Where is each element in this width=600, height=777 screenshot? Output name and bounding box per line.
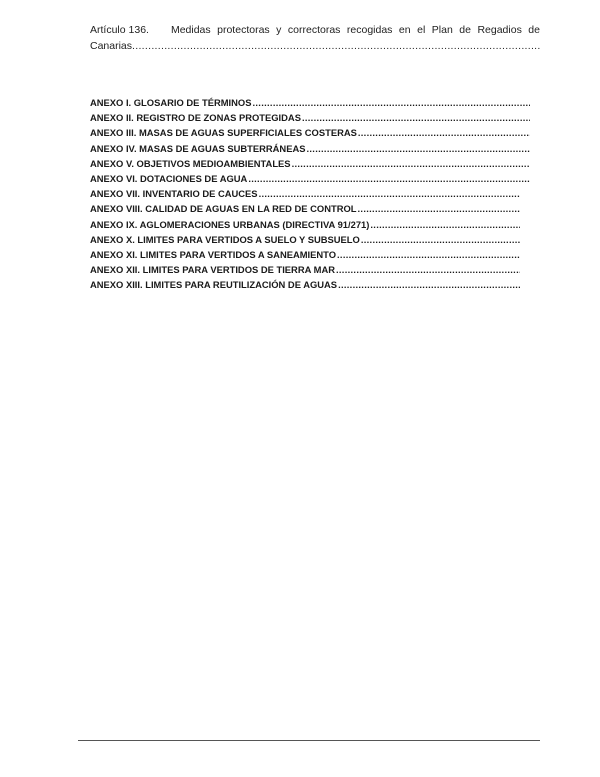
dot-leader xyxy=(132,38,540,54)
dot-leader xyxy=(357,201,520,216)
dot-leader xyxy=(369,217,520,232)
dot-leader xyxy=(336,247,520,262)
toc-entry-label: ANEXO II. REGISTRO DE ZONAS PROTEGIDAS xyxy=(90,112,301,124)
article-line-continuation xyxy=(90,38,540,54)
toc-entry[interactable] xyxy=(90,217,520,232)
toc-entry[interactable] xyxy=(90,232,520,247)
toc-entry-label: ANEXO IX. AGLOMERACIONES URBANAS (DIRECTIVA 91/271) xyxy=(90,218,370,230)
dot-leader xyxy=(291,156,530,171)
toc-entry-label: ANEXO XIII. LIMITES PARA REUTILIZACIÓN DE AGUAS xyxy=(90,279,338,291)
toc-entry-label: ANEXO V. OBJETIVOS MEDIOAMBIENTALES xyxy=(90,157,291,169)
toc-entry[interactable] xyxy=(90,110,530,125)
dot-leader xyxy=(357,125,530,140)
toc-entry[interactable] xyxy=(90,141,530,156)
toc-entry-label: ANEXO X. LIMITES PARA VERTIDOS A SUELO Y SUBSUELO xyxy=(90,233,360,245)
toc-entry[interactable] xyxy=(90,247,520,262)
toc-entry-label: ANEXO IV. MASAS DE AGUAS SUBTERRÁNEAS xyxy=(90,142,306,154)
dot-leader xyxy=(247,171,530,186)
article-line xyxy=(90,22,540,38)
dot-leader xyxy=(258,186,520,201)
toc-entry[interactable] xyxy=(90,125,530,140)
toc-entry-label: ANEXO XII. LIMITES PARA VERTIDOS DE TIERRA MAR xyxy=(90,264,335,276)
toc-entry-label: ANEXO I. GLOSARIO DE TÉRMINOS xyxy=(90,97,252,108)
article-number: Artículo 136. xyxy=(90,24,149,36)
article-entry xyxy=(90,22,540,54)
dot-leader xyxy=(301,110,530,125)
toc-entry[interactable] xyxy=(90,262,520,277)
toc-entry[interactable] xyxy=(90,95,530,110)
toc-entry-label: ANEXO VIII. CALIDAD DE AGUAS EN LA RED DE CONTROL xyxy=(90,203,357,215)
toc-entry[interactable] xyxy=(90,186,520,201)
toc-entry[interactable] xyxy=(90,156,530,171)
toc-entry[interactable] xyxy=(90,171,530,186)
dot-leader xyxy=(360,232,520,247)
footer-divider xyxy=(78,740,540,741)
toc-entry-label: ANEXO VII. INVENTARIO DE CAUCES xyxy=(90,188,258,200)
toc-entry[interactable] xyxy=(90,201,520,216)
article-title: Medidas protectoras y correctoras recogidas en el Plan de Regadios de xyxy=(170,24,540,36)
table-of-contents xyxy=(90,95,530,293)
toc-entry-label: ANEXO XI. LIMITES PARA VERTIDOS A SANEAMIENTO xyxy=(90,249,337,261)
dot-leader xyxy=(305,141,530,156)
toc-entry-label: ANEXO III. MASAS DE AGUAS SUPERFICIALES COSTERAS xyxy=(90,127,357,139)
toc-entry[interactable] xyxy=(90,277,520,292)
article-title-continuation: Canarias xyxy=(90,40,133,52)
dot-leader xyxy=(335,262,520,277)
dot-leader xyxy=(251,95,530,110)
dot-leader xyxy=(337,277,520,292)
toc-entry-label: ANEXO VI. DOTACIONES DE AGUA xyxy=(90,173,248,185)
